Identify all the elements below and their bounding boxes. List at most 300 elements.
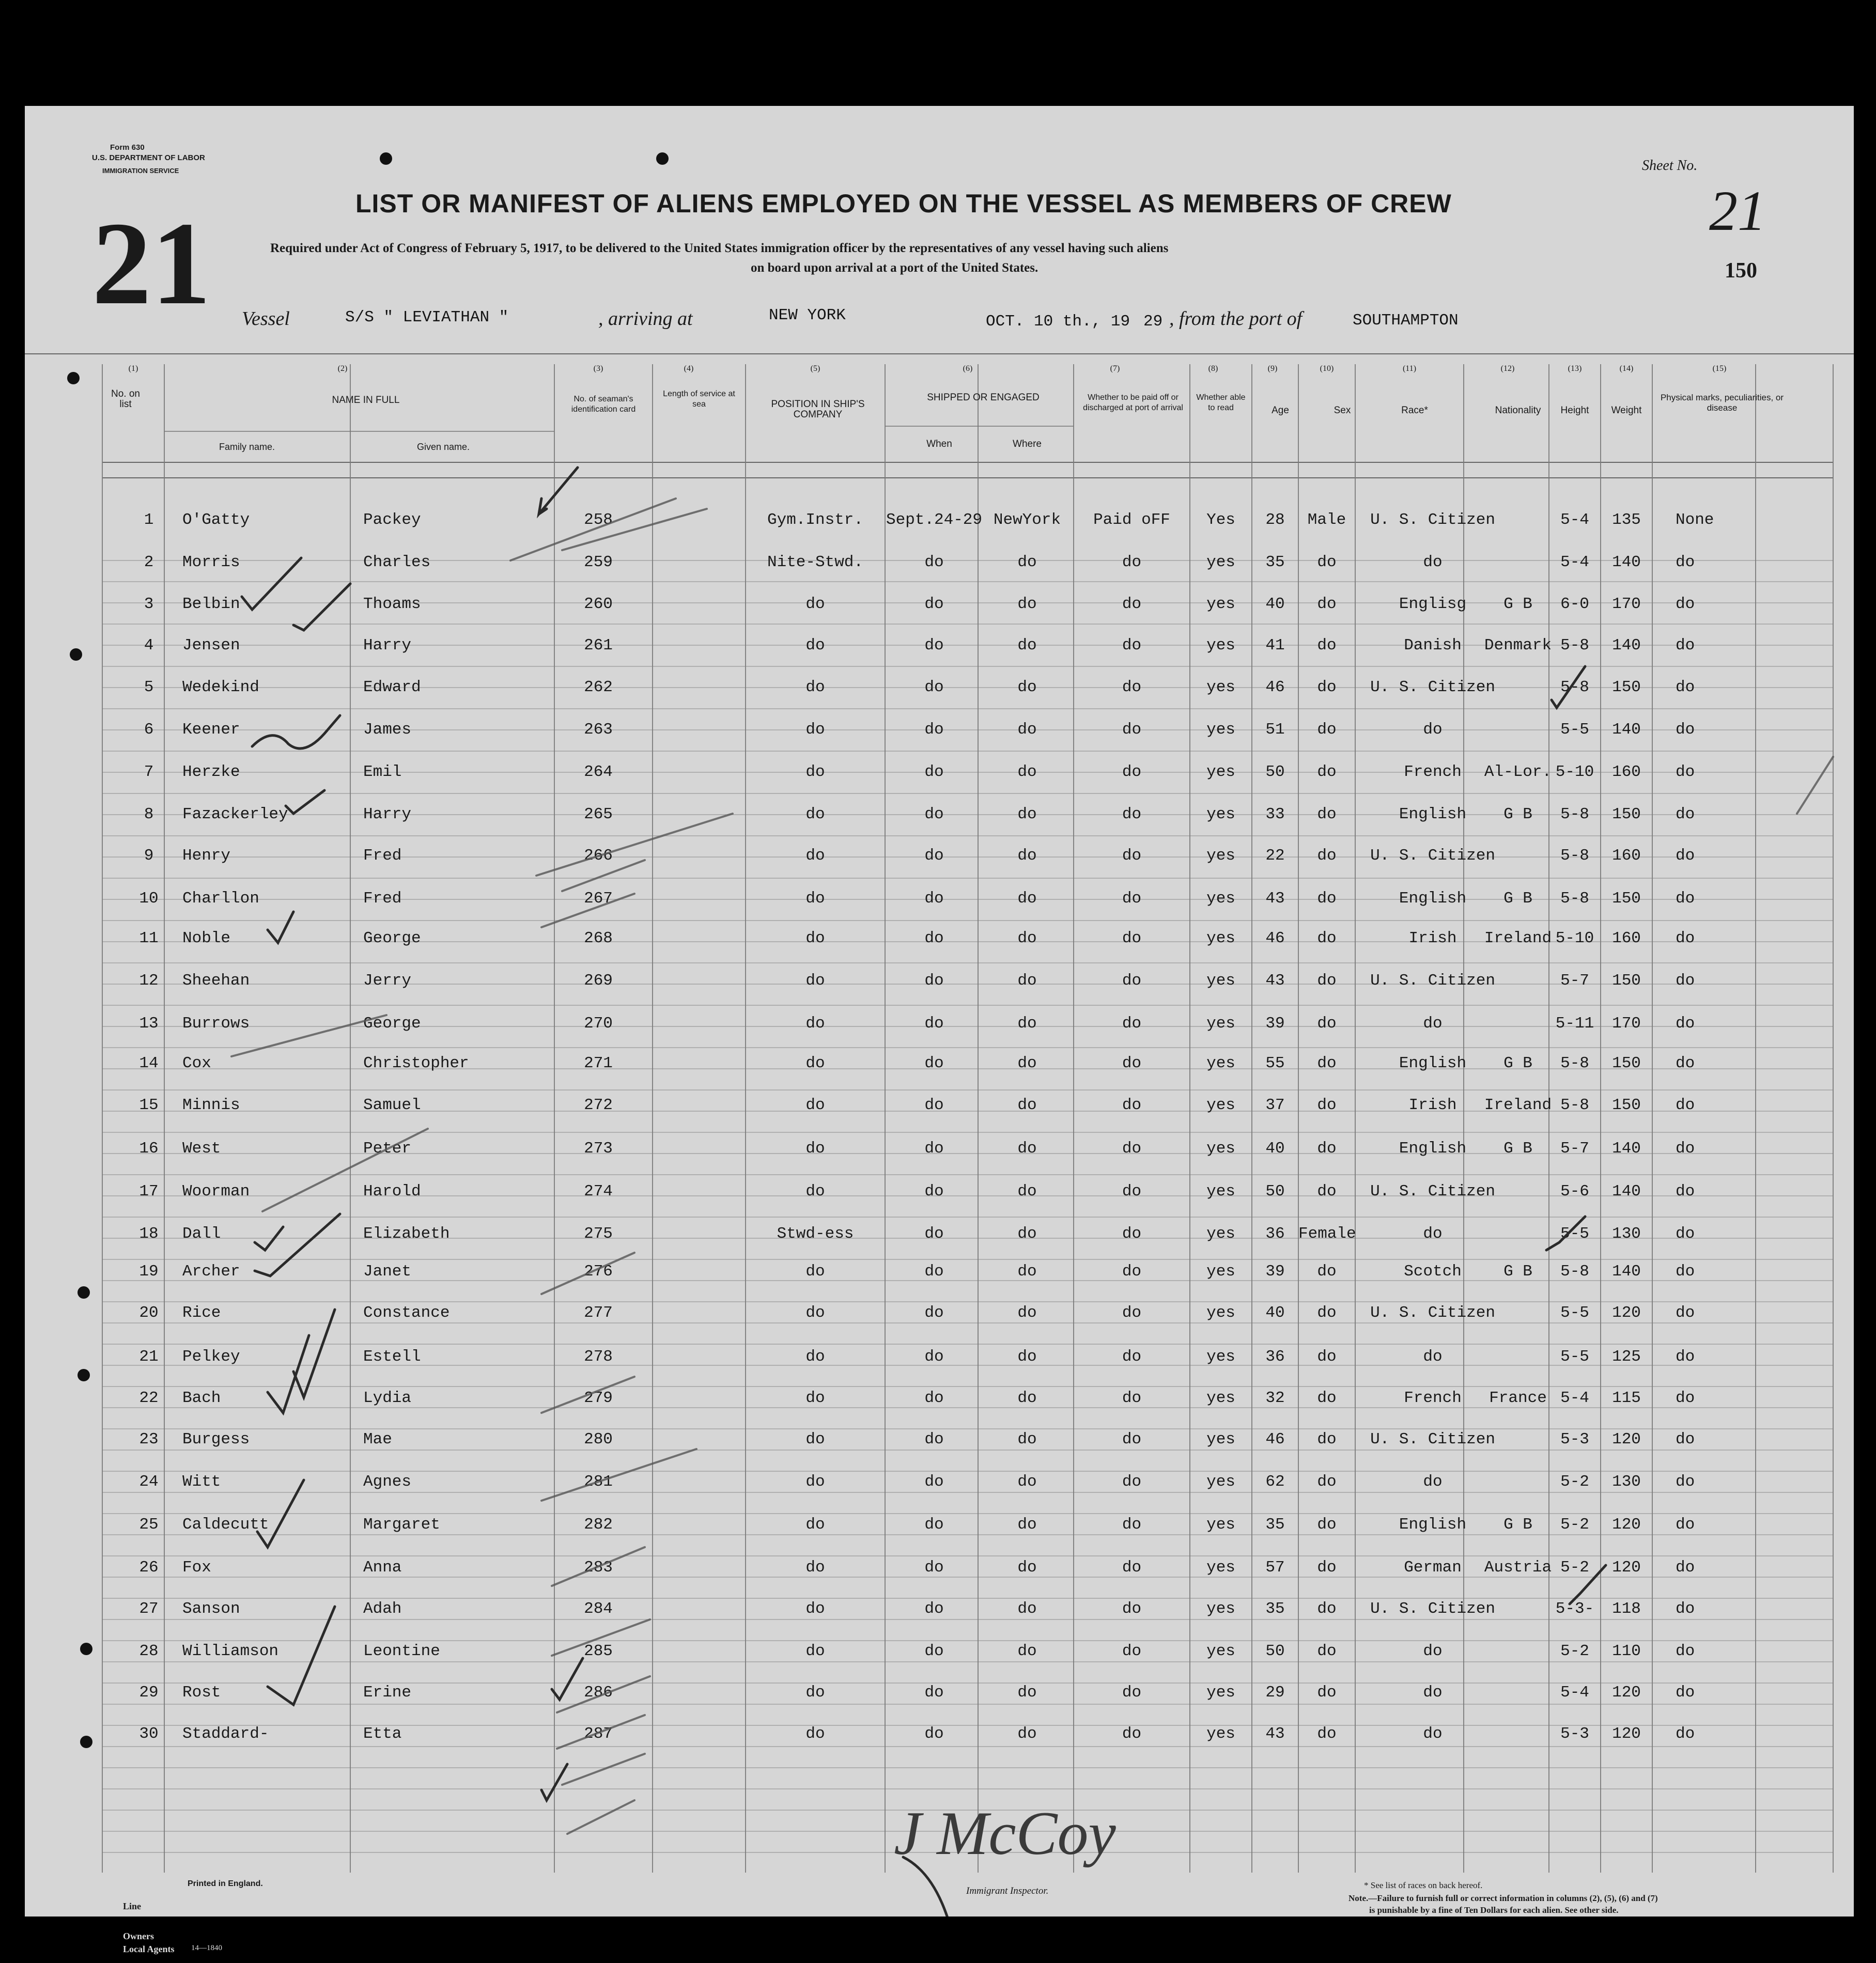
row-number: 30	[139, 1725, 159, 1743]
strike-row11	[541, 894, 634, 927]
shipped-where: do	[1017, 1559, 1037, 1577]
age: 55	[1265, 1054, 1285, 1072]
able-to-read: yes	[1206, 1600, 1235, 1618]
row-number: 9	[144, 847, 154, 865]
shipped-when: do	[924, 1642, 944, 1660]
row-number: 16	[139, 1140, 159, 1158]
nationality: G B	[1503, 1516, 1532, 1534]
check-mark-height-col	[1552, 666, 1585, 708]
id-card-number: 266	[584, 847, 613, 865]
id-card-number: 259	[584, 553, 613, 571]
able-to-read: yes	[1206, 1473, 1235, 1491]
column-number: (2)	[337, 364, 348, 373]
shipped-when: do	[924, 553, 944, 571]
given-name: Harry	[363, 636, 412, 655]
shipped-where: do	[1017, 553, 1037, 571]
height: 5-7	[1560, 972, 1589, 990]
column-number: (10)	[1320, 364, 1334, 373]
shipped-where: do	[1017, 1015, 1037, 1033]
physical-marks: do	[1676, 1559, 1695, 1577]
sex: do	[1317, 1473, 1337, 1491]
age: 28	[1265, 511, 1285, 529]
weight: 150	[1612, 1096, 1641, 1114]
physical-marks: do	[1676, 1348, 1695, 1366]
id-card-number: 276	[584, 1263, 613, 1281]
shipped-where: do	[1017, 1304, 1037, 1322]
race: U. S. Citizen	[1370, 678, 1495, 696]
weight: 140	[1612, 553, 1641, 571]
age: 35	[1265, 1516, 1285, 1534]
age: 46	[1265, 678, 1285, 696]
shipped-when: do	[924, 847, 944, 865]
sex: do	[1317, 1642, 1337, 1660]
weight: 140	[1612, 721, 1641, 739]
given-name: Emil	[363, 763, 402, 781]
row-number: 17	[139, 1182, 159, 1201]
punch-hole	[80, 1736, 92, 1748]
vessel-name: S/S " LEVIATHAN "	[345, 308, 509, 326]
able-to-read: yes	[1206, 805, 1235, 823]
age: 36	[1265, 1225, 1285, 1243]
sex: do	[1317, 1430, 1337, 1448]
id-card-number: 267	[584, 890, 613, 908]
height: 5-3	[1560, 1430, 1589, 1448]
position: do	[805, 972, 825, 990]
age: 39	[1265, 1263, 1285, 1281]
sheet-handwritten-number: 21	[1709, 179, 1766, 242]
paid-off: do	[1122, 1263, 1142, 1281]
position: do	[805, 1516, 825, 1534]
paid-off: do	[1122, 1054, 1142, 1072]
paid-off: do	[1122, 553, 1142, 571]
age: 43	[1265, 972, 1285, 990]
punch-hole	[67, 372, 80, 384]
position: do	[805, 678, 825, 696]
family-name: Woorman	[182, 1182, 250, 1201]
check-mark-archer	[268, 1335, 309, 1413]
shipped-when: do	[924, 1473, 944, 1491]
row-number: 21	[139, 1348, 159, 1366]
paid-off: do	[1122, 721, 1142, 739]
able-to-read: yes	[1206, 1263, 1235, 1281]
id-card-number: 258	[584, 511, 613, 529]
check-mark-height-col-2	[1546, 1217, 1585, 1250]
check-mark-rost	[541, 1764, 567, 1800]
shipped-when: do	[924, 678, 944, 696]
header-no-on-list: No. on list	[111, 388, 140, 410]
shipped-where: do	[1017, 1054, 1037, 1072]
height: 5-4	[1560, 553, 1589, 571]
id-card-number: 273	[584, 1140, 613, 1158]
sex: do	[1317, 595, 1337, 613]
paid-off: do	[1122, 1559, 1142, 1577]
race: French	[1404, 1389, 1462, 1407]
given-name: Peter	[363, 1140, 412, 1158]
shipped-where: do	[1017, 721, 1037, 739]
height: 5-5	[1560, 1348, 1589, 1366]
race: Irish	[1408, 1096, 1457, 1114]
nationality: Ireland	[1484, 1096, 1552, 1114]
family-name: Dall	[182, 1225, 221, 1243]
height: 5-5	[1560, 721, 1589, 739]
race: English	[1399, 1140, 1467, 1158]
able-to-read: yes	[1206, 1182, 1235, 1201]
given-name: Anna	[363, 1559, 402, 1577]
weight: 140	[1612, 1182, 1641, 1201]
header-sex: Sex	[1334, 405, 1351, 416]
physical-marks: do	[1676, 636, 1695, 655]
age: 32	[1265, 1389, 1285, 1407]
age: 22	[1265, 847, 1285, 865]
manifest-sheet	[25, 106, 1854, 1917]
weight: 110	[1612, 1642, 1641, 1660]
paid-off: do	[1122, 1389, 1142, 1407]
sex: do	[1317, 678, 1337, 696]
position: do	[805, 1725, 825, 1743]
physical-marks: do	[1676, 1725, 1695, 1743]
paid-off: do	[1122, 1015, 1142, 1033]
weight: 150	[1612, 1054, 1641, 1072]
nationality: Ireland	[1484, 929, 1552, 947]
nationality: G B	[1503, 1140, 1532, 1158]
column-number: (14)	[1619, 364, 1634, 373]
family-name: Jensen	[182, 636, 240, 655]
able-to-read: yes	[1206, 1516, 1235, 1534]
strike-row30	[567, 1800, 634, 1834]
age: 39	[1265, 1015, 1285, 1033]
family-name: Fox	[182, 1559, 211, 1577]
paid-off: do	[1122, 595, 1142, 613]
paid-off: do	[1122, 1096, 1142, 1114]
id-card-number: 279	[584, 1389, 613, 1407]
weight: 120	[1612, 1430, 1641, 1448]
row-number: 10	[139, 890, 159, 908]
column-number: (3)	[593, 364, 603, 373]
physical-marks: do	[1676, 805, 1695, 823]
shipped-when: do	[924, 595, 944, 613]
shipped-where: do	[1017, 1096, 1037, 1114]
row-number: 25	[139, 1516, 159, 1534]
shipped-when: do	[924, 1054, 944, 1072]
paid-off: do	[1122, 929, 1142, 947]
race: English	[1399, 1054, 1467, 1072]
family-name: Sanson	[182, 1600, 240, 1618]
sex: do	[1317, 890, 1337, 908]
check-mark-height-col-3	[1570, 1565, 1606, 1604]
shipped-when: do	[924, 1348, 944, 1366]
weight: 115	[1612, 1389, 1641, 1407]
height: 5-10	[1555, 929, 1594, 947]
shipped-when: do	[924, 1182, 944, 1201]
able-to-read: yes	[1206, 972, 1235, 990]
strike-row15	[262, 1129, 428, 1211]
race: French	[1404, 763, 1462, 781]
check-mark-bach	[257, 1480, 304, 1547]
family-name: Charllon	[182, 890, 259, 908]
given-name: Thoams	[363, 595, 421, 613]
id-card-number: 277	[584, 1304, 613, 1322]
family-name: Keener	[182, 721, 240, 739]
row-number: 6	[144, 721, 154, 739]
row-number: 29	[139, 1684, 159, 1702]
row-number: 2	[144, 553, 154, 571]
sex: do	[1317, 1096, 1337, 1114]
id-card-number: 284	[584, 1600, 613, 1618]
paid-off: do	[1122, 1348, 1142, 1366]
punch-hole	[77, 1369, 90, 1381]
id-card-number: 283	[584, 1559, 613, 1577]
race: U. S. Citizen	[1370, 972, 1495, 990]
able-to-read: yes	[1206, 1225, 1235, 1243]
sex: do	[1317, 1725, 1337, 1743]
id-card-number: 260	[584, 595, 613, 613]
position: do	[805, 1600, 825, 1618]
row-number: 13	[139, 1015, 159, 1033]
weight: 120	[1612, 1516, 1641, 1534]
arrival-year: 29	[1143, 313, 1163, 331]
given-name: Harry	[363, 805, 412, 823]
able-to-read: yes	[1206, 1140, 1235, 1158]
given-name: Mae	[363, 1430, 392, 1448]
family-name: Morris	[182, 553, 240, 571]
height: 5-6	[1560, 1182, 1589, 1201]
position: do	[805, 636, 825, 655]
shipped-where: do	[1017, 678, 1037, 696]
id-card-number: 263	[584, 721, 613, 739]
given-name: Estell	[363, 1348, 421, 1366]
age: 50	[1265, 763, 1285, 781]
height: 5-10	[1555, 763, 1594, 781]
family-name: Burgess	[182, 1430, 250, 1448]
shipped-where: do	[1017, 805, 1037, 823]
footer-printed: Printed in England.	[188, 1879, 263, 1888]
strike-row22	[541, 1449, 696, 1501]
header-when: When	[926, 439, 952, 449]
header-where: Where	[1013, 439, 1042, 449]
able-to-read: yes	[1206, 1559, 1235, 1577]
position: do	[805, 929, 825, 947]
given-name: Packey	[363, 511, 421, 529]
family-name: West	[182, 1140, 221, 1158]
able-to-read: yes	[1206, 1642, 1235, 1660]
able-to-read: yes	[1206, 553, 1235, 571]
header-given-name: Given name.	[416, 442, 470, 452]
column-number: (7)	[1110, 364, 1120, 373]
physical-marks: do	[1676, 721, 1695, 739]
physical-marks: do	[1676, 890, 1695, 908]
able-to-read: yes	[1206, 1015, 1235, 1033]
column-number: (6)	[963, 364, 973, 373]
given-name: Charles	[363, 553, 431, 571]
physical-marks: do	[1676, 929, 1695, 947]
row-number: 24	[139, 1473, 159, 1491]
position: Stwd-ess	[777, 1225, 854, 1243]
able-to-read: yes	[1206, 1348, 1235, 1366]
sex: do	[1317, 1389, 1337, 1407]
given-name: Constance	[363, 1304, 450, 1322]
sex: do	[1317, 1304, 1337, 1322]
shipped-when: do	[924, 972, 944, 990]
sex: do	[1317, 972, 1337, 990]
paid-off: do	[1122, 972, 1142, 990]
header-able-to-read: Whether able to read	[1196, 393, 1246, 412]
paid-off: do	[1122, 1473, 1142, 1491]
arrival-date: OCT. 10 th., 19	[986, 313, 1130, 331]
race: U. S. Citizen	[1370, 1304, 1495, 1322]
family-name: Cox	[182, 1054, 211, 1072]
row-number: 14	[139, 1054, 159, 1072]
nationality: Al-Lor.	[1484, 763, 1552, 781]
header-id-card: No. of seaman's identification card	[571, 395, 636, 414]
paid-off: do	[1122, 636, 1142, 655]
height: 5-2	[1560, 1559, 1589, 1577]
weight: 120	[1612, 1725, 1641, 1743]
header-length-service: Length of service at sea	[663, 390, 735, 409]
able-to-read: yes	[1206, 1054, 1235, 1072]
check-mark-noble	[268, 912, 293, 943]
nationality: G B	[1503, 595, 1532, 613]
id-card-number: 268	[584, 929, 613, 947]
given-name: Lydia	[363, 1389, 412, 1407]
shipped-where: do	[1017, 1642, 1037, 1660]
weight: 170	[1612, 1015, 1641, 1033]
physical-marks: do	[1676, 1473, 1695, 1491]
check-mark-minnis	[255, 1227, 283, 1250]
family-name: Burrows	[182, 1015, 250, 1033]
weight: 140	[1612, 1263, 1641, 1281]
family-name: Williamson	[182, 1642, 279, 1660]
age: 37	[1265, 1096, 1285, 1114]
row-number: 22	[139, 1389, 159, 1407]
row-number: 15	[139, 1096, 159, 1114]
position: do	[805, 1559, 825, 1577]
strike-row10	[562, 860, 645, 891]
height: 5-7	[1560, 1140, 1589, 1158]
age: 43	[1265, 890, 1285, 908]
given-name: James	[363, 721, 412, 739]
family-name: Belbin	[182, 595, 240, 613]
family-name: Staddard-	[182, 1725, 269, 1743]
punch-hole	[77, 1286, 90, 1299]
age: 51	[1265, 721, 1285, 739]
shipped-when: do	[924, 1516, 944, 1534]
sex: do	[1317, 1054, 1337, 1072]
sex: do	[1317, 1140, 1337, 1158]
column-number: (4)	[684, 364, 694, 373]
sex: Male	[1307, 511, 1346, 529]
row-number: 23	[139, 1430, 159, 1448]
physical-marks: do	[1676, 1600, 1695, 1618]
shipped-when: do	[924, 1225, 944, 1243]
sex: Female	[1298, 1225, 1356, 1243]
check-mark-jensen	[293, 584, 350, 630]
position: do	[805, 1015, 825, 1033]
nationality: G B	[1503, 1054, 1532, 1072]
height: 5-8	[1560, 636, 1589, 655]
id-card-number: 287	[584, 1725, 613, 1743]
header-shipped: SHIPPED OR ENGAGED	[927, 392, 1040, 403]
id-card-number: 264	[584, 763, 613, 781]
shipped-when: do	[924, 1725, 944, 1743]
family-name: Fazackerley	[182, 805, 288, 823]
header-position: POSITION IN SHIP'S COMPANY	[771, 399, 865, 420]
column-number: (12)	[1500, 364, 1515, 373]
physical-marks: do	[1676, 678, 1695, 696]
weight: 150	[1612, 805, 1641, 823]
strike-right	[1797, 757, 1833, 814]
physical-marks: do	[1676, 1096, 1695, 1114]
column-number: (5)	[810, 364, 820, 373]
given-name: Adah	[363, 1600, 402, 1618]
given-name: Samuel	[363, 1096, 421, 1114]
shipped-where: do	[1017, 1389, 1037, 1407]
family-name: Herzke	[182, 763, 240, 781]
able-to-read: yes	[1206, 721, 1235, 739]
position: do	[805, 1263, 825, 1281]
sex: do	[1317, 805, 1337, 823]
header-physical-marks: Physical marks, peculiarities, or disease	[1660, 393, 1784, 413]
weight: 130	[1612, 1473, 1641, 1491]
physical-marks: do	[1676, 1642, 1695, 1660]
id-card-number: 271	[584, 1054, 613, 1072]
position: do	[805, 847, 825, 865]
age: 43	[1265, 1725, 1285, 1743]
race: Danish	[1404, 636, 1462, 655]
paid-off: do	[1122, 1684, 1142, 1702]
race: English	[1399, 890, 1467, 908]
column-number: (13)	[1568, 364, 1582, 373]
physical-marks: do	[1676, 595, 1695, 613]
punch-hole	[80, 1643, 92, 1655]
race: U. S. Citizen	[1370, 1430, 1495, 1448]
id-card-number: 269	[584, 972, 613, 990]
age: 57	[1265, 1559, 1285, 1577]
footer-local-agents: Local Agents	[123, 1944, 175, 1954]
given-name: Elizabeth	[363, 1225, 450, 1243]
age: 35	[1265, 1600, 1285, 1618]
weight: 150	[1612, 972, 1641, 990]
able-to-read: yes	[1206, 678, 1235, 696]
race: U. S. Citizen	[1370, 1600, 1495, 1618]
shipped-where: NewYork	[993, 511, 1061, 529]
inspector-signature: J McCoy	[894, 1799, 1116, 1867]
race: Irish	[1408, 929, 1457, 947]
column-number: (1)	[128, 364, 138, 373]
position: Gym.Instr.	[767, 511, 864, 529]
height: 5-4	[1560, 1684, 1589, 1702]
punch-hole	[656, 152, 669, 165]
position: do	[805, 595, 825, 613]
arrival-port: NEW YORK	[769, 306, 846, 324]
given-name: Fred	[363, 847, 402, 865]
given-name: Edward	[363, 678, 421, 696]
strike-row17	[541, 1253, 634, 1294]
age: 33	[1265, 805, 1285, 823]
paid-off: do	[1122, 1304, 1142, 1322]
height: 5-2	[1560, 1516, 1589, 1534]
physical-marks: do	[1676, 1684, 1695, 1702]
position: do	[805, 805, 825, 823]
departure-port: SOUTHAMPTON	[1353, 311, 1459, 330]
position: do	[805, 1182, 825, 1201]
height: 5-11	[1555, 1015, 1594, 1033]
id-card-number: 281	[584, 1473, 613, 1491]
able-to-read: yes	[1206, 763, 1235, 781]
position: do	[805, 763, 825, 781]
physical-marks: do	[1676, 1263, 1695, 1281]
physical-marks: do	[1676, 1015, 1695, 1033]
weight: 150	[1612, 890, 1641, 908]
